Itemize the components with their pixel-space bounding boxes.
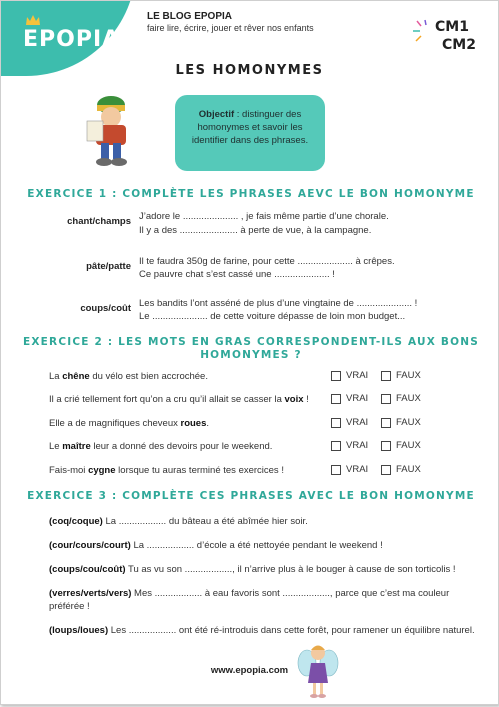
- ex2-true-option[interactable]: VRAI: [331, 417, 368, 428]
- checkbox[interactable]: [331, 441, 341, 451]
- ex2-sentence: Le maître leur a donné des devoirs pour le weekend.: [49, 441, 273, 452]
- exercise2-title-line2: HOMONYMES ?: [200, 349, 302, 361]
- checkbox[interactable]: [331, 465, 341, 475]
- ex2-true-option[interactable]: VRAI: [331, 440, 368, 451]
- level-cm1: CM1: [435, 19, 469, 35]
- checkbox[interactable]: [381, 394, 391, 404]
- ex1-sentence: Les bandits l’ont asséné de plus d’une vingtaine de ..................... !: [139, 298, 418, 309]
- checkbox[interactable]: [381, 441, 391, 451]
- ex2-false-option[interactable]: FAUX: [381, 370, 421, 381]
- exercise2-title: [21, 336, 481, 362]
- ex3-sentence: (cour/cours/court) La .................. d’école a été nettoyée pendant le weekend !: [49, 540, 383, 551]
- ex3-sentence: (loups/loues) Les .................. ont été ré-introduis dans cette forêt, pour ramener un équilibre naturel.: [49, 625, 475, 636]
- ex1-sentence: J’adore le ..................... , je fais même partie d’une chorale.: [139, 211, 389, 222]
- ex1-word-pair: pâte/patte: [86, 261, 131, 272]
- checkbox[interactable]: [381, 371, 391, 381]
- ex3-sentence: (verres/verts/vers) Mes .................. à eau favoris sont .................., parce que c’est ma couleur préférée !: [49, 588, 450, 612]
- epopia-logo[interactable]: EPOPIA: [23, 27, 121, 52]
- crown-icon: [26, 15, 40, 25]
- ex3-sentence: (coq/coque) La .................. du bâteau a été abîmée hier soir.: [49, 516, 308, 527]
- ex1-sentence: Il y a des ...................... à perte de vue, à la campagne.: [139, 225, 372, 236]
- objective-box: [175, 95, 325, 171]
- ex2-sentence: Elle a de magnifiques cheveux roues.: [49, 418, 210, 429]
- ex1-sentence: Il te faudra 350g de farine, pour cette ..................... à crêpes.: [139, 256, 395, 267]
- ex1-sentence: Ce pauvre chat s’est cassé une ..................... !: [139, 269, 335, 280]
- blog-tagline: faire lire, écrire, jouer et rêver nos enfants: [147, 23, 314, 33]
- ex2-false-option[interactable]: FAUX: [381, 393, 421, 404]
- sparkle-icon: [413, 19, 435, 45]
- exercise1-title: EXERCICE 1 : COMPLÈTE LES PHRASES AEVC LE BON HOMONYME: [27, 188, 475, 200]
- level-cm2: CM2: [442, 37, 476, 53]
- checkbox[interactable]: [331, 371, 341, 381]
- ex2-sentence: Il a crié tellement fort qu’on a cru qu’il allait se casser la voix !: [49, 394, 309, 405]
- ex2-false-option[interactable]: FAUX: [381, 417, 421, 428]
- ex3-sentence: (coups/cou/coût) Tu as vu son .................., il n’arrive plus à le bouger à cause de son torticolis !: [49, 564, 456, 575]
- ex1-word-pair: chant/champs: [67, 216, 131, 227]
- boy-mascot-illustration: [81, 91, 139, 169]
- checkbox[interactable]: [331, 394, 341, 404]
- ex2-true-option[interactable]: VRAI: [331, 370, 368, 381]
- website-link[interactable]: www.epopia.com: [210, 665, 289, 676]
- checkbox[interactable]: [331, 418, 341, 428]
- fairy-illustration: [297, 641, 339, 699]
- ex1-sentence: Le ..................... de cette voiture dépasse de loin mon budget...: [139, 311, 406, 322]
- checkbox[interactable]: [381, 418, 391, 428]
- blog-title: LE BLOG EPOPIA: [147, 11, 233, 22]
- ex2-sentence: La chêne du vélo est bien accrochée.: [49, 371, 208, 382]
- ex2-false-option[interactable]: FAUX: [381, 464, 421, 475]
- exercise3-title: EXERCICE 3 : COMPLÈTE CES PHRASES AVEC LE BON HOMONYME: [27, 490, 475, 502]
- ex2-false-option[interactable]: FAUX: [381, 440, 421, 451]
- page-title: LES HOMONYMES: [175, 63, 324, 78]
- ex2-true-option[interactable]: VRAI: [331, 464, 368, 475]
- objective-label: Objectif: [198, 109, 235, 120]
- objective-text: : distinguer des homonymes et savoir les identifier dans des phrases.: [191, 109, 309, 146]
- ex2-sentence: Fais-moi cygne lorsque tu auras terminé tes exercices !: [49, 465, 284, 476]
- ex1-word-pair: coups/coût: [80, 303, 131, 314]
- checkbox[interactable]: [381, 465, 391, 475]
- ex2-true-option[interactable]: VRAI: [331, 393, 368, 404]
- exercise2-title-line1: EXERCICE 2 : LES MOTS EN GRAS CORRESPONDENT-ILS AUX BONS: [23, 336, 479, 348]
